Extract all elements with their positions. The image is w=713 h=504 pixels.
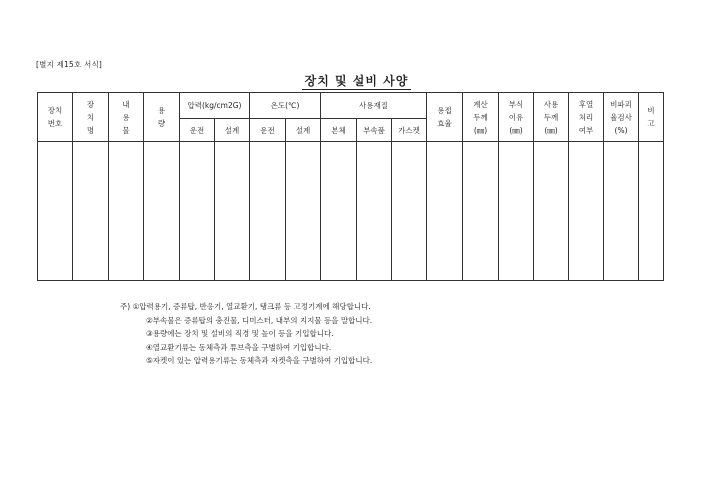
- note-text-3: ③용량에는 장치 및 설비의 직경 및 높이 등을 기입합니다.: [146, 329, 334, 338]
- cell-temp-operating[interactable]: [250, 142, 286, 281]
- subheader-pressure-design: 설계: [215, 119, 250, 142]
- note-text-1: ①압력용기, 증류탑, 반응기, 열교환기, 탱크류 등 고정기계에 해당합니다.: [132, 302, 371, 311]
- cell-temp-design[interactable]: [286, 142, 321, 281]
- header-pwht: 후열 처리 여부: [569, 93, 604, 142]
- cell-calc-thickness[interactable]: [463, 142, 499, 281]
- header-ndt: 비파괴 율검사 (%): [604, 93, 639, 142]
- header-temperature: 온도(℃): [250, 93, 321, 119]
- document-title: [0, 72, 713, 89]
- subheader-temp-design: 설계: [286, 119, 321, 142]
- header-pressure: 압력(kg/cm2G): [180, 93, 250, 119]
- cell-corrosion-allowance[interactable]: [499, 142, 534, 281]
- subheader-temp-operating: 운전: [250, 119, 286, 142]
- header-remarks: 비 고: [639, 93, 664, 142]
- header-calc-thickness: 계산 두께 (㎜): [463, 93, 499, 142]
- note-text-2: ②부속물은 증류탑의 충진물, 디미스터, 내부의 지지물 등을 말합니다.: [146, 315, 373, 325]
- header-corrosion-allowance: 부식 이유 (㎜): [499, 93, 534, 142]
- cell-material-gasket[interactable]: [392, 142, 427, 281]
- note-item: [120, 314, 372, 328]
- cell-contents[interactable]: [109, 142, 144, 281]
- header-weld-efficiency: 용접 효율: [427, 93, 463, 142]
- cell-weld-efficiency[interactable]: [427, 142, 463, 281]
- header-device-no: 장치 번호: [38, 93, 73, 142]
- cell-pressure-design[interactable]: [215, 142, 250, 281]
- note-item: [120, 327, 372, 341]
- note-item: [120, 341, 372, 355]
- subheader-pressure-operating: 운전: [180, 119, 215, 142]
- header-device-name: 장 치 명: [73, 93, 109, 142]
- table-row: [38, 142, 664, 281]
- cell-ndt[interactable]: [604, 142, 639, 281]
- cell-material-parts[interactable]: [357, 142, 392, 281]
- cell-used-thickness[interactable]: [534, 142, 569, 281]
- cell-device-no[interactable]: [38, 142, 73, 281]
- header-used-thickness: 사용 두께 (㎜): [534, 93, 569, 142]
- equipment-spec-table: [37, 92, 664, 281]
- cell-capacity[interactable]: [144, 142, 180, 281]
- subheader-material-body: 본체: [321, 119, 357, 142]
- cell-device-name[interactable]: [73, 142, 109, 281]
- cell-remarks[interactable]: [639, 142, 664, 281]
- note-item: [120, 300, 372, 314]
- header-material: 사용재질: [321, 93, 427, 119]
- note-text-5: ⑤자켓이 있는 압력용기류는 동체측과 자켓측을 구별하여 기입합니다.: [146, 356, 373, 365]
- note-text-4: ④열교환기류는 동체측과 튜브측을 구별하여 기입합니다.: [146, 342, 332, 352]
- note-item: [120, 354, 372, 368]
- document-title-text: 장치 및 설비 사양: [302, 74, 412, 90]
- subheader-material-gasket: 가스켓: [392, 119, 427, 142]
- notes-section: [120, 300, 372, 368]
- notes-prefix: 주): [120, 302, 131, 311]
- cell-pressure-operating[interactable]: [180, 142, 215, 281]
- header-row-1: [38, 93, 664, 119]
- header-capacity: 용 량: [144, 93, 180, 142]
- subheader-material-parts: 부속품: [357, 119, 392, 142]
- cell-material-body[interactable]: [321, 142, 357, 281]
- form-number-label: [별지 제15호 서식]: [36, 60, 103, 69]
- cell-pwht[interactable]: [569, 142, 604, 281]
- header-contents: 내 용 물: [109, 93, 144, 142]
